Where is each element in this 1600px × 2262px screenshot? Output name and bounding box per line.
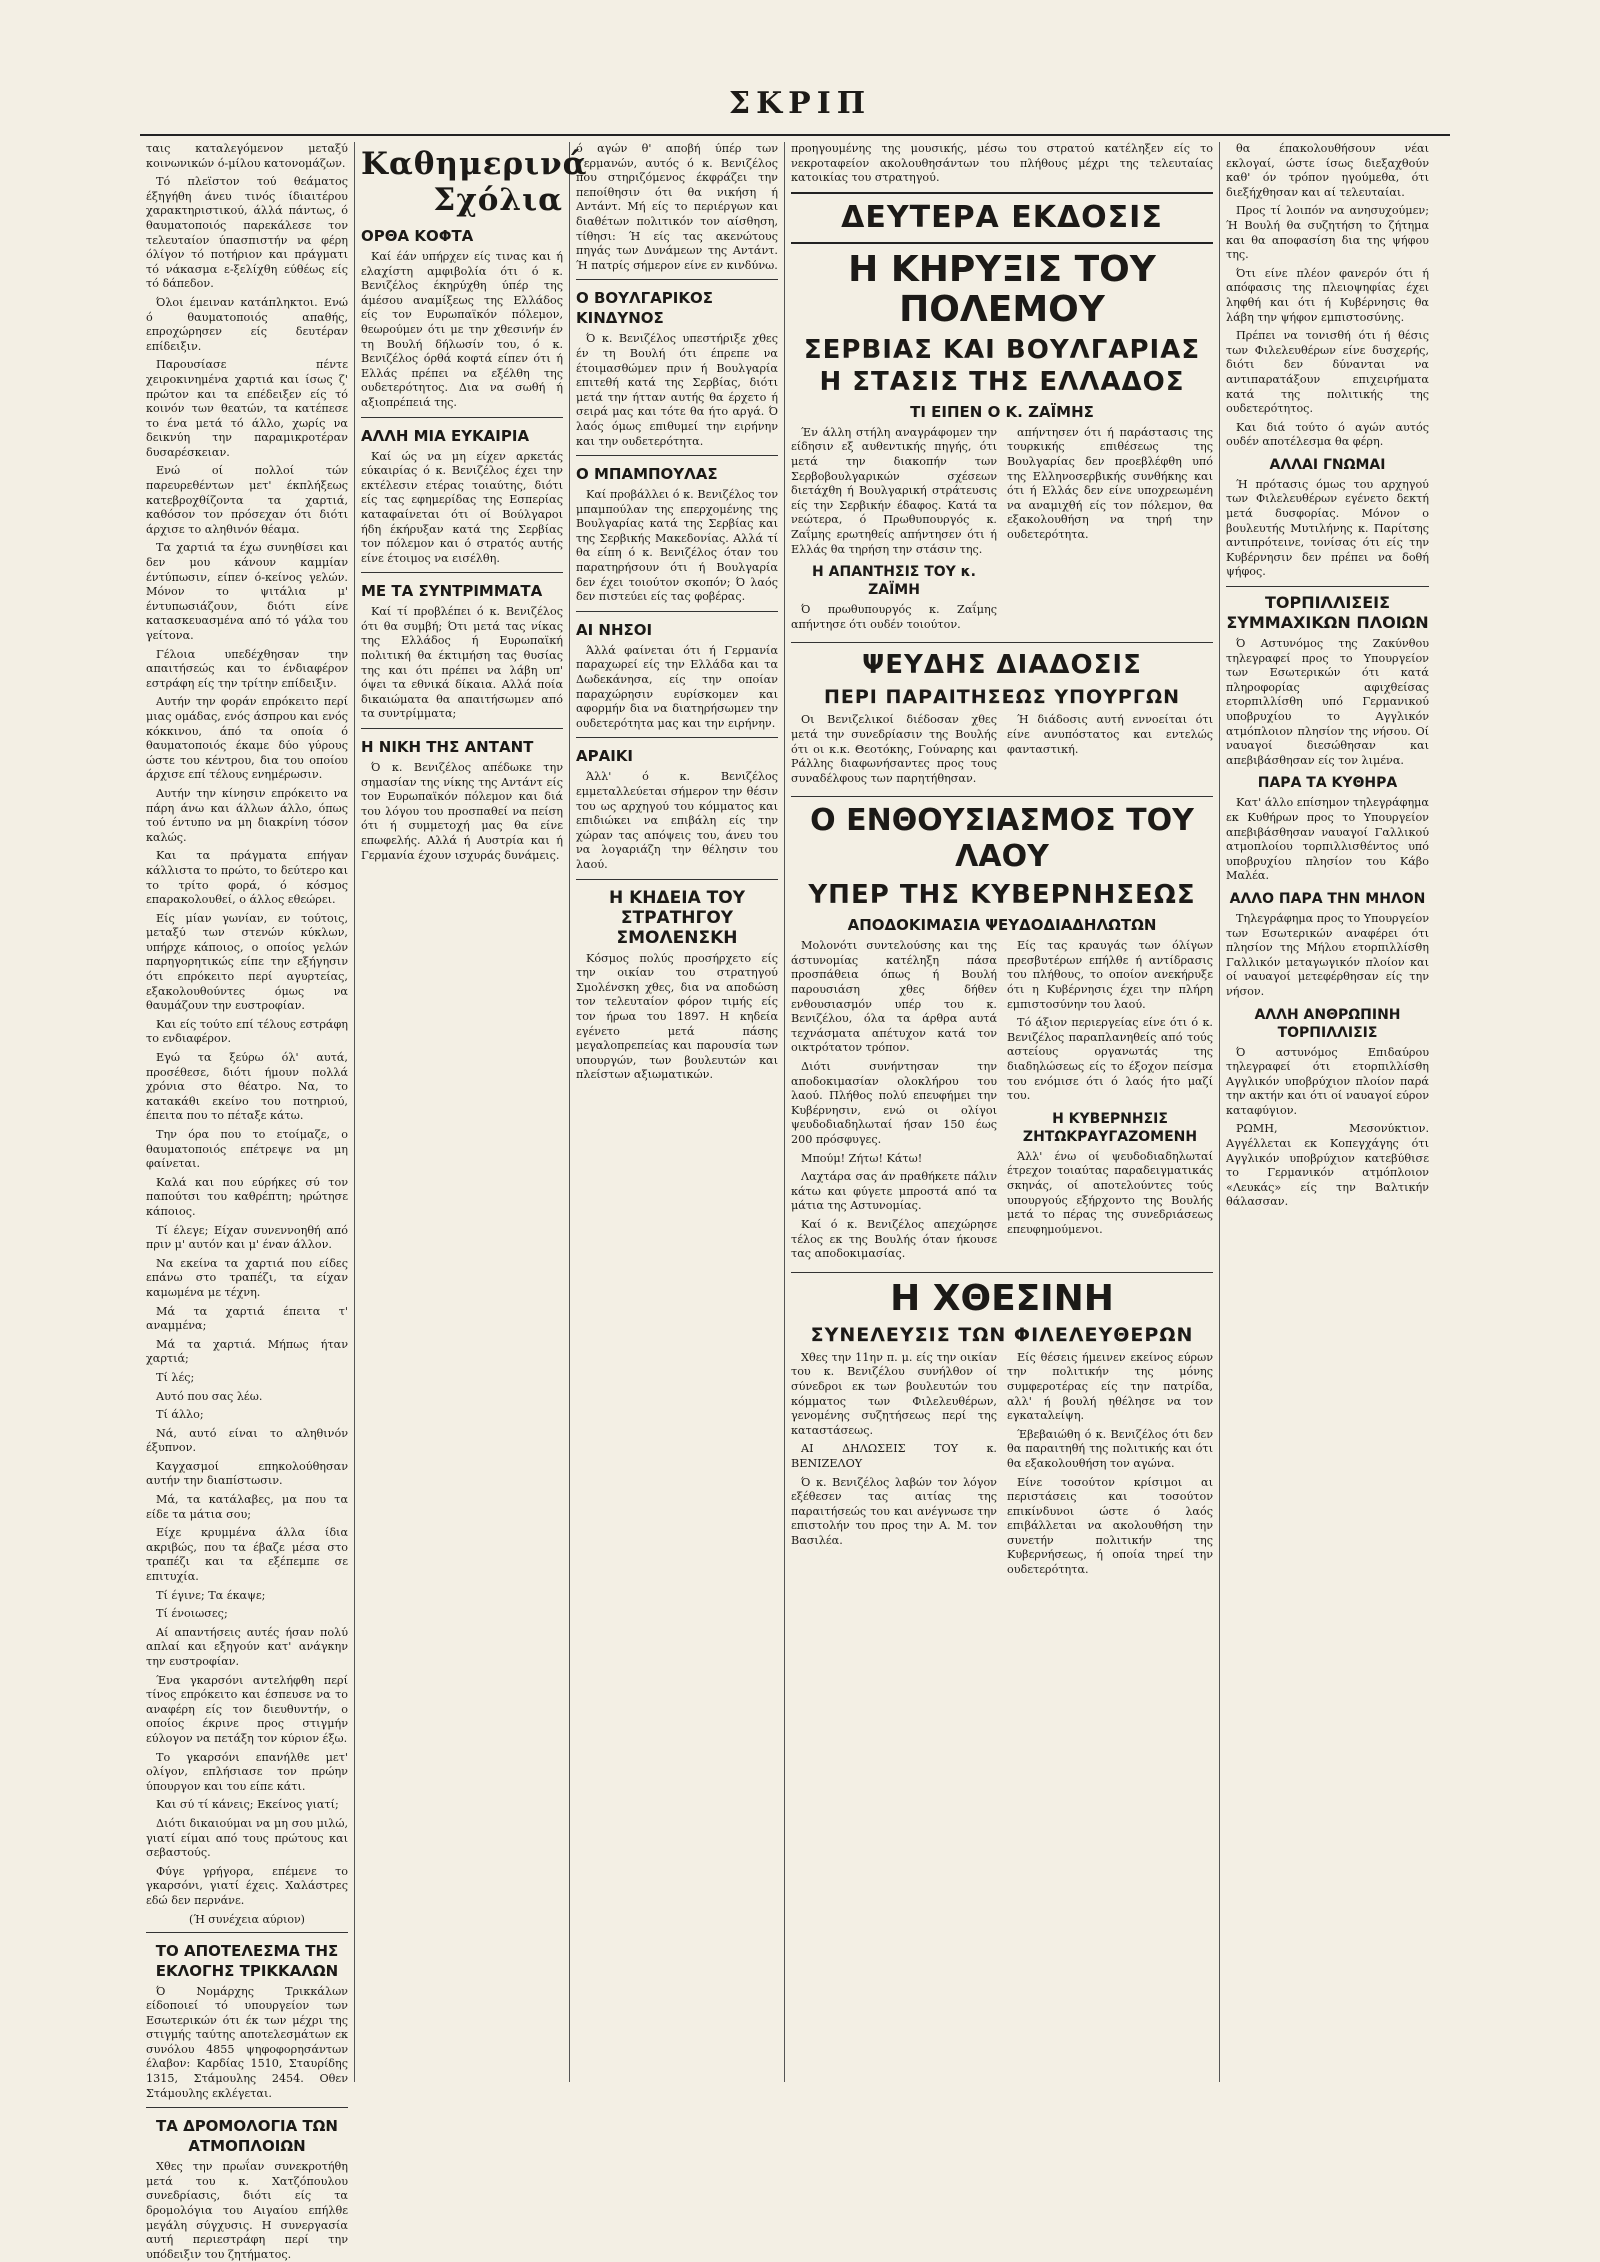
story-paragraph: Και τα πράγματα επήγαν κάλλιστα το πρώτο, το δεύτερο και το τρίτο φορά, ό κόσμος επαρακολουθεί, ο άλλος εθεώρει. [146,849,348,907]
story-paragraph: Να εκείνα τα χαρτιά που είδες επάνω στο τραπέζι, τα είχαν καμωμένα με τέχνη. [146,1256,348,1299]
enthusiasm-right [1007,939,1213,1265]
divider [576,879,778,880]
story-paragraph: Νά, αυτό είναι το αληθινόν έξυπνον. [146,1426,348,1455]
article-paragraph: Είς τας κραυγάς των όλίγων πρεσβυτέρων επήλθε ή αντίδρασις του πλήθους, το οποίον ανεκήρυξε ότι η Κυβέρνησις έχει την πλήρη εμπιστοσύνην του λαού. [1007,939,1213,1011]
article-paragraph: Πρέπει να τονισθή ότι ή θέσις των Φιλελευθέρων είνε δυσχερής, διότι δεν δύνανται να αντιπαρατάξουν επιχειρήματα κατά της πολιτικής της ουδετερότητος. [1226,329,1429,416]
column-4-5 [785,142,1220,2082]
commentary-title: ΑΛΛΗ ΜΙΑ ΕΥΚΑΙΡΙΑ [361,426,530,445]
headline-greece-stance: Η ΣΤΑΣΙΣ ΤΗΣ ΕΛΛΑΔΟΣ [819,366,1185,397]
answer-text: Ό πρωθυπουργός κ. Ζαΐμης απήντησε ότι ουδέν τοιούτον. [791,603,997,631]
divider [576,737,778,738]
headline-yesterday: Η ΧΘΕΣΙΝΗ [890,1277,1114,1319]
commentary-text: Ό κ. Βενιζέλος απέδωκε την σημασίαν της νίκης της Αντάντ είς τον Ευρωπαϊκόν πόλεμον και διά του λόγου του προσπαθεί να πείση ότι ή συμμετοχή μας θα είνε επωφελής. Αλλά ή Αυστρία και ή Γερμανία έχουν ισχυράς δυνάμεις. [361,761,563,862]
another-torpedo-label: ΑΛΛΗ ΑΝΘΡΩΠΙΝΗ ΤΟΡΠΙΛΛΙΣΙΣ [1254,1006,1401,1041]
headline-for-government: ΥΠΕΡ ΤΗΣ ΚΥΒΕΡΝΗΣΕΩΣ [808,880,1196,911]
divider [361,417,563,418]
divider [361,728,563,729]
story-paragraph: ταις καταλεγόμενον μεταξύ κοινωνικών ό-μίλου κατονομάζων. [146,142,348,170]
subsection-label: Η ΚΥΒΕΡΝΗΣΙΣ ΖΗΤΩΚΡΑΥΓΑΖΟΜΕΝΗ [1022,1110,1198,1145]
kythira-text: Κατ' άλλο επίσημον τηλεγράφημα εκ Κυθήρων προς το Υπουργείον απεβιβάσθησαν ναυαγοί Γαλλικού ατμοπλοίου τορπιλλισθέντος υπό υποβρυχίου πλησίον του Κάβο Μαλέα. [1226,796,1429,883]
divider [791,796,1213,797]
war-text-right: απήντησεν ότι ή παράστασις της τουρκικής επιθέσεως της Βουλγαρίας δεν προεβλέφθη υπό της Ελληνοσερβικής συνθήκης και ότι ή Ελλάς δεν είνε υποχρεωμένη να αναμιχθή είς τον πόλεμον, θα εξακολουθήση να τηρή την ουδετερότητα. [1007,425,1213,541]
headline-war-declaration: Η ΚΗΡΥΞΙΣ ΤΟΥ ΠΟΛΕΜΟΥ [848,248,1156,330]
article-paragraph: Προς τί λοιπόν να ανησυχούμεν; Ή Βουλή θα συζητήση το ζήτημα και θα αποφασίση δια της ψήφου της. [1226,204,1429,262]
headline-liberals-assembly: ΣΥΝΕΛΕΥΣΙΣ ΤΩΝ ΦΙΛΕΛΕΥΘΕΡΩΝ [810,1323,1194,1346]
article-paragraph: θα έπακολουθήσουν νέαι εκλογαί, ώστε ίσως διεξαχθούν καθ' όν τρόπον ηγούμεθα, ότι διεξήχθησαν και αί τελευταίαι. [1226,142,1429,199]
commentary-text: Κόσμος πολύς προσήρχετο είς την οικίαν του στρατηγού Σμολένσκη χθες, δια να αποδώση τον τελευταίον φόρον τιμής είς τον ήρωα του 1897. Η κηδεία εγένετο μετά πάσης μεγαλοπρεπείας και παρουσία των υπουργών, των βουλευτών και πλείστων αξιωματικών. [576,951,778,1082]
story-paragraph: Είχε κρυμμένα άλλα ίδια ακριβώς, που τα έβαζε μέσα στο τραπέζι και τα εξέπεμπε σε επιτυχία. [146,1526,348,1584]
article-paragraph: Άλλ' ένω οί ψευδοδιαδηλωταί έτρεχον τοιαύτας παραδειγματικάς σκηνάς, οί αποτελούντες τούς υπουργούς εξήρχοντο της Βουλής μετά το πέρας της συνεδριάσεως επευφημούμενοι. [1007,1149,1213,1236]
column-heading-kathimerina: Καθημερινά [361,146,588,182]
columns [140,142,1450,2261]
headline-zaimis: ΤΙ ΕΙΠΕΝ Ο Κ. ΖΑΪΜΗΣ [910,402,1094,421]
column-1 [140,142,355,2261]
torpedo-text: Ό Αστυνόμος της Ζακύνθου τηλεγραφεί προς το Υπουργείον των Εσωτερικών ότι κατά πληροφορίας αφιχθείσας ετορπιλλίσθη υπό Γερμανικού υποβρυχίου το Αγγλικόν ατμόπλοιον πλησίον της νήσου. Οί ναυαγοί διεσώθησαν και απεβιβάσθησαν είς τον λιμένα. [1226,637,1429,767]
kythira-label: ΠΑΡΑ ΤΑ ΚΥΘΗΡΑ [1257,775,1398,792]
divider [1226,586,1429,587]
commentary-title: ΑΡΑΙΚΙ [576,747,633,766]
rumor-text-right: Ή διάδοσις αυτή εννοείται ότι είνε ανυπόστατος και εντελώς φανταστική. [1007,713,1213,756]
story-paragraph: Τί λές; [156,1370,195,1384]
milos-text: Τηλεγράφημα προς το Υπουργείον των Εσωτερικών αναφέρει ότι πλησίον της Μήλου ετορπιλλίσθη Γαλλικόν μεταγωγικόν πλοίον και οί ναυαγοί μετεφέρθησαν είς την νήσον. [1226,911,1430,998]
commentary-text: ό αγών θ' αποβή ύπέρ των Γερμανών, αυτός ό κ. Βενιζέλος που στηριζόμενος έκφράζει την πεποίθησιν ότι θα νικήση ή Αντάντ. Μή είς το περιέργων και διαθέτων πολιτικόν τον αίσθηση, τίθησι: Ή είς τας ακενώτους πηγάς των Δυνάμεων της Αντάντ. Ή πατρίς σήμερον είνε εν κινδύνω. [576,142,778,272]
another-torpedo-text: Ό αστυνόμος Επιδαύρου τηλεγραφεί ότι ετορπιλλίσθη Αγγλικόν υποβρύχιον πλοίον παρά την ακτήν και ότι οί ναυαγοί εύρον καταφύγιον. [1226,1045,1429,1117]
divider [576,279,778,280]
story-paragraph: Αυτήν την φοράν επρόκειτο περί μιας ομάδας, ενός άσπρου και ενός κόκκινου, άπό τα οποία ό θαυματοποιός έκαμε δύο γύρους ώστε του κέντρου, δια του οποίου άρχισε επί τέλους ενημέρωσιν. [146,695,348,782]
divider [146,2107,348,2108]
story-paragraph: Τί έγινε; Τα έκαψε; [156,1588,266,1602]
story-paragraph: Αυτό που σας λέω. [156,1389,263,1403]
commentary-text: Ό κ. Βενιζέλος υπεστήριξε χθες έν τη Βουλή ότι έπρεπε να έτοιμασθώμεν πριν ή Βουλγαρία επιτεθή κατά της Σερβίας, διότι μετά την ήτταν αυτής θα έρχετο ή σειρά μας και τότε θα ήτο αργά. Ό λαός όμως επιθυμεί την ειρήνην και την ουδετερότητα. [576,332,778,448]
masthead-rule [140,134,1450,136]
article-paragraph: Ό κ. Βενιζέλος λαβών τον λόγον εξέθεσεν τας αιτίας της παραιτήσεώς του και ανέγνωσε την επιστολήν του προς την Α. Μ. τον Βασιλέα. [791,1475,997,1547]
article-paragraph: Τό άξιον περιεργείας είνε ότι ό κ. Βενιζέλος παραπλανηθείς από τούς αστείους οργανωτάς της διαδηλώσεως είς το έξοχον πείσμα του ενόμισε ότι ό λαός ήτο μαζί του. [1007,1016,1213,1103]
story-paragraph: Μά τα χαρτιά. Μήπως ήταν χαρτιά; [146,1337,348,1366]
war-text-left: Έν άλλη στήλη αναγράφομεν την είδησιν εξ αυθεντικής πηγής, ότι μετά την διακοπήν των Σερβοβουλγαρικών σχέσεων διετάχθη ή Βουλγαρική στράτευσις είς την Σερβικήν έδαφος. Κατά τα νεώτερα, ό Πρωθυπουργός κ. Ζαΐμης ερωτηθείς απήντησεν ότι ή Ελλάς θα τηρήση την στάσιν της. [791,425,997,556]
divider [146,1932,348,1933]
story-paragraph: Και σύ τί κάνεις; Εκείνος γιατί; [156,1798,339,1812]
divider [576,455,778,456]
commentary-text: Καί έάν υπήρχεν είς τινας και ή ελαχίστη αμφιβολία ότι ό κ. Βενιζέλος έκηρύχθη ύπέρ της άμέσου αναμίξεως της Ελλάδος είς τον Ευρωπαϊκόν πόλεμον, θεωρούμεν ότι με την χθεσινήν έν τη Βουλή δήλωσίν του, ό κ. Βενιζέλος όρθά κοφτά είπεν ότι ή Ελλάς πρέπει να εξέλθη της ουδετερότητος. Δια να σωθή ή αξιοπρέπειά της. [361,250,563,409]
article-paragraph: Καί ό κ. Βενιζέλος απεχώρησε τέλος εκ της Βουλής όταν ήκουσε τας αποδοκιμασίας. [791,1217,997,1261]
article-paragraph: ΑΙ ΔΗΛΩΣΕΙΣ ΤΟΥ κ. ΒΕΝΙΖΕΛΟΥ [791,1442,997,1470]
rumor-article [791,713,1213,790]
story-paragraph: Ενώ οί πολλοί τών παρευρεθέντων μετ' έκπλήξεως κατεβροχθίζοντα τα χαρτιά, καθόσον τον πρόσεχαν ότι διότι άρχισε το αληθινόν θέαμα. [146,464,348,536]
divider [791,242,1213,244]
headline-enthusiasm: Ο ΕΝΘΟΥΣΙΑΣΜΟΣ ΤΟΥ ΛΑΟΥ [810,803,1194,875]
story-paragraph: Είς μίαν γωνίαν, εν τούτοις, μεταξύ των στενών κύκλων, υπήρχε κάποιος, ο οποίος γελών παρηγορητικώς είπε την εξήγησιν ότι επρόκειτο περί αγυρτείας, εξακολουθούντες όμως να θαυμάζουν την ευστροφίαν. [146,911,348,1013]
story-paragraph: Τί άλλο; [156,1408,204,1422]
commentary-text: Άλλά φαίνεται ότι ή Γερμανία παραχωρεί είς την Ελλάδα και τα Δωδεκάνησα, είς την οποίαν παραχώρησιν ευρίσκομεν και αφορμήν δια να διατηρήσωμεν την ουδετερότητα μας και την ειρήνην. [576,643,778,730]
commentary-text: Καί ώς να μη είχεν αρκετάς εύκαιρίας ό κ. Βενιζέλος έχει την εκτέλεσιν ετέρας τοιαύτης, διότι είς τας εφημερίδας της Εσπερίας καταφαίνεται ότι οί Βούλγαροι ήδη έκήρυξαν κατά της Σερβίας τον πόλεμον και ό στρατός αυτής είνε έτοιμος να εισέλθη. [361,449,563,565]
story-paragraph: Το γκαρσόνι επανήλθε μετ' ολίγον, επλήσιασε τον πρώην ύπουργον και του είπε κάτι. [146,1750,348,1793]
column-heading-symeiomata: Σχόλια [433,182,563,218]
commentary-title: ΜΕ ΤΑ ΣΥΝΤΡΙΜΜΑΤΑ [361,582,543,601]
story-paragraph: Τα χαρτιά τα έχω συνηθίσει και δεν μου κάνουν καμμίαν έντύπωσιν, είπεν ό-κείνος γελών. Μόνον το ψιτάλια μ' έντυπωσιάζουν, διότι είνε κατασκευασμένα από τό γάλα του γείτονα. [146,541,348,642]
story-paragraph: Αί απαντήσεις αυτές ήσαν πολύ απλαί και εξηγούν κατ' ανάγκην την ευστροφίαν. [146,1625,348,1668]
commentary-title: ΟΡΘΑ ΚΟΦΤΑ [361,227,474,245]
enthusiasm-article [791,939,1213,1265]
story-paragraph: Διότι δικαιούμαι να μη σου μιλώ, γιατί είμαι από τους πρώτους και σεβαστούς. [146,1816,348,1860]
article-paragraph: Λαχτάρα σας άν πραθήκετε πάλιν κάτω και φύγετε μπροστά από τα μάτια της Αστυνομίας. [791,1170,997,1213]
assembly-right [1007,1351,1213,1582]
headline-serbia-bulgaria: ΣΕΡΒΙΑΣ ΚΑΙ ΒΟΥΛΓΑΡΙΑΣ [803,334,1201,365]
story-paragraph: Και είς τούτο επί τέλους εστράφη το ενδιαφέρον. [146,1017,348,1046]
story-paragraph: Ένα γκαρσόνι αντελήφθη περί τίνος επρόκειτο και έσπευσε να το αναφέρη είς τον διευθυντήν, ο οποίος έκρινε προς στιγμήν εύλογον να πετάξη τον κύριον έξω. [146,1673,348,1745]
story-paragraph: Αυτήν την κίνησιν επρόκειτο να πάρη άνω και άλλων άλλο, όπως τού έντυπο να μη διακρίνη τόσον καλώς. [146,786,348,844]
article-paragraph: Και διά τούτο ό αγών αυτός ουδέν αποτέλεσμα θα φέρη. [1226,420,1429,449]
second-edition-banner: ΔΕΥΤΕΡΑ ΕΚΔΟΣΙΣ [841,199,1163,235]
continued-note: (Ή συνέχεια αύριον) [189,1912,305,1926]
masthead: ΣΚΡΙΠ [728,86,872,121]
enthusiasm-left [791,939,997,1265]
story-paragraph: Καλά και που εύρήκες σύ τον παπούτσι του καθρέπτη; ηρώτησε κάποιος. [146,1175,348,1218]
headline-minister-resignation: ΠΕΡΙ ΠΑΡΑΙΤΗΣΕΩΣ ΥΠΟΥΡΓΩΝ [823,686,1180,709]
article-paragraph: Μπούμ! Ζήτω! Κάτω! [801,1151,923,1165]
story-paragraph: Μά τα χαρτιά έπειτα τ' αναμμένα; [146,1304,348,1333]
commentary-sections [361,226,563,863]
article-paragraph: Είς θέσεις ήμεινεν εκείνος εύρων την πολιτικήν της μόνης συμφεροτέρας είς την πατρίδα, αλλ' ή βουλή ηθέλησε να τον εγκαταλείψη. [1007,1350,1213,1423]
war-article [791,426,1213,637]
article-paragraph: Ότι είνε πλέον φανερόν ότι ή απόφασις της πλειοψηφίας έχει ληφθή και ότι ή Κυβέρνησις θα λάβη την ψήφον εμπιστοσύνης. [1226,266,1429,324]
commentary-title: Ο ΒΟΥΛΓΑΡΙΚΟΣ ΚΙΝΔΥΝΟΣ [576,289,713,328]
story-paragraph: Την όρα που το ετοίμαζε, ο θαυματοποιός επέτρεψε να μη φαίνεται. [146,1128,348,1171]
story-paragraph: Παρουσίασε πέντε χειροκινημένα χαρτιά και ίσως ζ' πρώτον και τα επέδειξεν είς τό κοινόν των θεατών, τα κατέπεσε το ένα μετά τό άλλο, χωρίς να δεικνύη την παραμικροτέραν δυσαρέσκειαν. [146,358,348,459]
story-paragraph: Τί έλεγε; Είχαν συνεννοηθή από πριν μ' αυτόν και μ' έναν άλλον. [146,1223,348,1252]
story-paragraph: Τό πλεϊστον τού θεάματος έξηγήθη άνευ τινός ίδιαιτέρου χαρακτηριστικού, άλλά πάντως, ό θαυματοποιός παρεκάλεσε τον τελευταίον ύπασπιστήν να φέρη όλίγον τό ποτήριον και πράγματι τό νάκασμα ε-ξελίχθη εύθέως είς τό δάπεδον. [146,175,348,291]
divider [361,572,563,573]
article-paragraph: Διότι συνήντησαν την αποδοκιμασίαν ολοκλήρου του λαού. Πλήθος πολύ επευφήμει την Κυβέρνησιν, ενώ οι ολίγοι ψευδοδιαδηλωταί ήσαν 150 έως 200 πρόσφυγες. [791,1060,997,1146]
commentary-text: Καί προβάλλει ό κ. Βενιζέλος τον μπαμπούλαν της επερχομένης της Βουλγαρίας κατά της Σερβίας και της Σερβικής Μακεδονίας. Αλλά τί θα είπη ό κ. Βενιζέλος όταν του παρατηρήσουν ότι ή Βουλγαρία δεν έχει τοιούτον σκοπόν; Ό λαός δεν πιστεύει είς τας φοβέρας. [576,488,778,604]
article-paragraph: Χθες την 11ην π. μ. είς την οικίαν του κ. Βενιζέλου συνήλθον οί σύνεδροι εκ των βουλευτών του κόμματος των Φιλελευθέρων, γενομένης συζητήσεως περί της καταστάσεως. [791,1350,997,1437]
story-paragraph: Όλοι έμειναν κατάπληκτοι. Ενώ ό θαυματοποιός απαθής, επροχώρησεν είς δευτέραν επίδειξιν. [146,295,348,353]
column-6 [1220,142,1435,2082]
section-title: ΤΟ ΑΠΟΤΕΛΕΣΜΑ ΤΗΣ ΕΚΛΟΓΗΣ ΤΡΙΚΚΑΛΩΝ [155,1941,339,1980]
divider [791,192,1213,194]
other-opinions-text: Ή πρότασις όμως του αρχηγού των Φιλελευθέρων εγένετο δεκτή μετά δυσφορίας. Μόνον ο βουλευτής Μυτιλήνης κ. Παρίτσης αντιπρότεινε, τονίσας ότι είς την Κυβέρνησιν δεν πρέπει να δοθή ψήφος. [1226,477,1429,579]
article-paragraph: Έβεβαιώθη ό κ. Βενιζέλος ότι δεν θα παραιτηθή της πολιτικής και ότι θα εξακολουθήση τον αγώνα. [1007,1427,1213,1470]
column-3 [570,142,785,2082]
divider [791,1272,1213,1273]
column-2 [355,142,588,2082]
milos-label: ΑΛΛΟ ΠΑΡΑ ΤΗΝ ΜΗΛΟΝ [1229,890,1426,907]
headline-false-rumor: ΨΕΥΔΗΣ ΔΙΑΔΟΣΙΣ [862,650,1142,681]
commentary-text: Άλλ' ό κ. Βενιζέλος εμμεταλλεύεται σήμερον την θέσιν του ως αρχηγού του κόμματος και επιδιώκει να επιβάλη είς την χώραν τας απόψεις του, άνευ του να λογαριάζη την θέλησιν του λαού. [576,770,778,871]
divider [791,642,1213,643]
story-paragraph: Γέλοια υπεδέχθησαν την απαιτήσεώς και το ένδιαφέρον εστράφη είς την τρίτην επίδειξιν. [146,647,348,690]
commentary-title: Ο ΜΠΑΜΠΟΥΛΑΣ [576,465,718,484]
story-paragraph: Καγχασμοί επηκολούθησαν αυτήν την διαπίστωσιν. [146,1459,348,1488]
commentary-title: Η ΚΗΔΕΙΑ ΤΟΥ ΣΤΡΑΤΗΓΟΥ ΣΜΟΛΕΝΣΚΗ [608,887,746,948]
commentary-title: ΑΙ ΝΗΣΟΙ [576,620,653,639]
funeral-continuation: προηγουμένης της μουσικής, μέσω του στρατού κατέληξεν είς το νεκροταφείον ακολουθησάντων του πλήθους μέχρι της τελευταίας κατοικίας του στρατηγού. [791,142,1213,185]
rome-dispatch: ΡΩΜΗ, Μεσονύκτιον. Αγγέλλεται εκ Κοπεγχάγης ότι Αγγλικόν υποβρύχιον κατεβύθισε το Γερμανικόν ατμόπλοιον «Λευκάς» είς την Βαλτικήν θάλασσαν. [1226,1122,1429,1209]
article-paragraph: Μολονότι συντελούσης και της άστυνομίας κατέληξη πάσα προσπάθεια όπως ή Βουλή παρουσιάση χθες δήθεν ενθουσιασμόν υπέρ του κ. Βενιζέλου, όλα τα άρθρα αυτά τεχνάσματα απέτυχον κατά τον οικτρότατον τρόπον. [791,939,997,1055]
headline-torpedoings: ΤΟΡΠΙΛΛΙΣΕΙΣ ΣΥΜΜΑΧΙΚΩΝ ΠΛΟΙΩΝ [1226,593,1429,633]
section-text: Χθες την πρωΐαν συνεκροτήθη μετά του κ. Χατζόπουλου συνεδρίασις, διότι είς τα δρομολόγια του Αιγαίου επήλθε μεγάλη σύγχυσις. Η συνεργασία αυτή περιεστράφη περί την υπόδειξιν του ζητήματος. [146,2160,348,2261]
story-paragraph: Φύγε γρήγορα, επέμενε το γκαρσόνι, γιατί έχεις. Χαλάστρες εδώ δεν περνάνε. [146,1864,348,1907]
commentary-text: Καί τί προβλέπει ό κ. Βενιζέλος ότι θα συμβή; Ότι μετά τας νίκας της Ελλάδος ή Ευρωπαϊκή πολιτική θα έκτιμήση τας θυσίας της και ότι πρέπει να λάβη υπ' όψει τα εθνικά δίκαια. Αλλά ποία δικαιώματα θα απαιτήσωμεν από τα συντρίμματα; [361,605,563,721]
assembly-left [791,1351,997,1582]
answer-label: Η ΑΠΑΝΤΗΣΙΣ ΤΟΥ κ. ΖΑΪΜΗ [812,564,976,599]
article-paragraph: Είνε τοσούτον κρίσιμοι αι περιστάσεις και τοσούτον επικίνδυνοι ώστε ό λαός επιβάλλεται να ακολουθήση την συνετήν πολιτικήν της Κυβερνήσεως, ή οποία τηρεί την ουδετερότητα. [1007,1475,1213,1577]
headline-disapproval: ΑΠΟΔΟΚΙΜΑΣΙΑ ΨΕΥΔΟΔΙΑΔΗΛΩΤΩΝ [847,916,1157,935]
other-opinions-label: ΑΛΛΑΙ ΓΝΩΜΑΙ [1269,456,1386,473]
divider [576,611,778,612]
rumor-text-left: Οι Βενιζελικοί διέδοσαν χθες μετά την συνεδρίασιν της Βουλής ότι οι κ.κ. Θεοτόκης, Γούναρης και Ράλλης διαφωνήσαντες προς τους συναδέλφους των παρητήθησαν. [791,713,997,785]
assembly-article [791,1351,1213,1582]
parliament-article [1226,142,1429,450]
story-paragraph: Μά, τα κατάλαβες, μα που τα είδε τα μάτια σου; [146,1493,348,1521]
section-title: ΤΑ ΔΡΟΜΟΛΟΓΙΑ ΤΩΝ ΑΤΜΟΠΛΟΙΩΝ [156,2117,338,2156]
story-paragraph: Εγώ τα ξεύρω όλ' αυτά, προσέθεσε, διότι ήμουν πολλά χρόνια στο θέατρο. Να, το κατακάθι εκείνο του ποτηριού, έπειτα που το πέταξε κάτω. [146,1051,348,1123]
commentary-title: Η ΝΙΚΗ ΤΗΣ ΑΝΤΑΝΤ [361,738,534,757]
section-text: Ό Νομάρχης Τρικκάλων είδοποιεί τό υπουργείον των Εσωτερικών ότι έκ των μέχρι της στιγμής ταύτης αποτελεσμάτων εκ συνόλου 4855 ψηφοφορησάντων έλαβον: Καρδίας 1510, Σταυρίδης 1315, Στάμουλης 2454. Οθεν Στάμουλης εκλέγεται. [146,1984,348,2100]
story-paragraph: Τί ένοιωσες; [156,1607,228,1621]
